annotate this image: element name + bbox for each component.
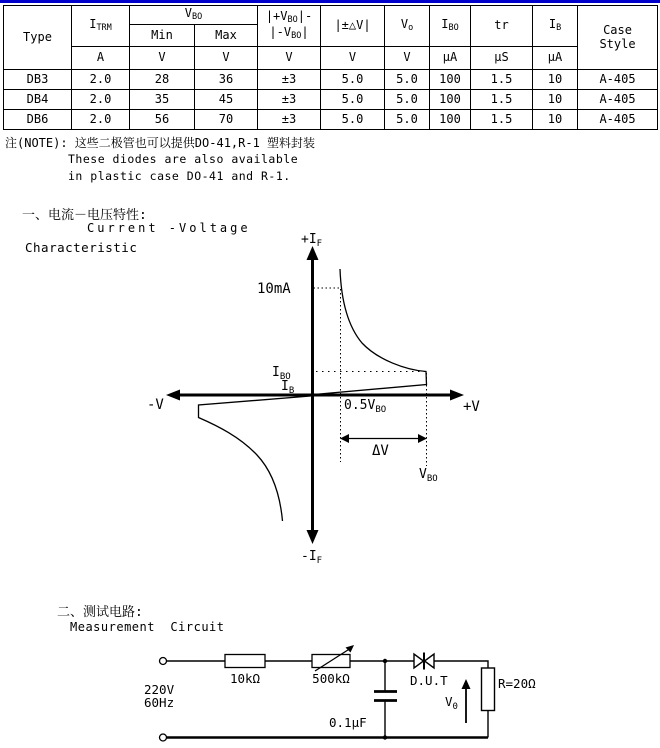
diac-triangle-left-icon [414, 654, 424, 668]
diac-triangle-right-icon [425, 654, 435, 668]
label-r2: 500kΩ [312, 671, 350, 686]
col-header-ibo: $I_{BO}$ [430, 6, 471, 47]
delta-v-arrowhead-left-icon [340, 434, 349, 443]
section1-heading: 一、电流－电压特性: [22, 208, 147, 223]
junction-dot-bottom-icon [383, 735, 387, 739]
label-load: R=20Ω [498, 676, 536, 691]
label-source-freq: 60Hz [144, 695, 175, 710]
section1-subheading-2: Characteristic [25, 240, 138, 255]
terminal-bottom-icon [160, 734, 167, 741]
axis-arrow-down-icon [307, 530, 319, 544]
iv-characteristic-graph [140, 225, 480, 565]
load-resistor-icon [482, 668, 495, 711]
junction-dot-top-icon [383, 659, 387, 663]
col-header-delta-v: |±△V| [321, 6, 385, 47]
label-minus-v: -V [147, 397, 164, 413]
section1-subheading: Current -Voltage [87, 221, 251, 235]
label-source-voltage: 220V [144, 682, 175, 697]
top-rule [0, 0, 660, 3]
label-plus-if: $+I_F$ [301, 232, 323, 249]
label-ib: $I_B$ [281, 379, 295, 396]
col-header-tr: tr [471, 6, 533, 47]
curve-quadrant3 [199, 396, 311, 521]
label-vbo: $V_{BO}$ [419, 467, 438, 484]
label-r1: 10kΩ [229, 671, 261, 686]
spec-table [3, 5, 658, 130]
label-cap: 0.1μF [329, 715, 367, 730]
units-row: A V V V V V μA μS μA [4, 47, 658, 70]
col-header-vbo-min: Min [130, 25, 195, 47]
section2-heading: 二、测试电路: [57, 605, 143, 620]
note-line-en-2: in plastic case DO-41 and R-1. [68, 169, 291, 183]
col-header-type: Type [4, 6, 72, 70]
table-row-db6: DB6 2.0 56 70 ±3 5.0 5.0 100 1.5 10 A-405 [4, 110, 658, 130]
label-10ma: 10mA [257, 281, 291, 297]
vout-arrowhead-icon [462, 679, 471, 689]
col-header-vbo-diff: $|+V_{BO}|-$ $|-V_{BO}|$ [258, 6, 321, 47]
col-header-vbo-max: Max [195, 25, 258, 47]
note-line-cn: 注(NOTE): 这些二极管也可以提供DO-41,R-1 塑料封装 [5, 136, 316, 150]
terminal-top-icon [160, 658, 167, 665]
label-vout: $V_0$ [445, 694, 458, 712]
col-header-vo: $V_o$ [385, 6, 430, 47]
delta-v-arrowhead-right-icon [418, 434, 427, 443]
label-minus-if: $-I_F$ [301, 549, 323, 565]
label-delta-v: ΔV [372, 443, 389, 459]
note-line-en-1: These diodes are also available [68, 152, 299, 166]
resistor-10k-icon [225, 655, 265, 668]
measurement-circuit-diagram [138, 644, 548, 746]
label-ibo: $I_{BO}$ [272, 365, 291, 382]
col-header-itrm: $I_{TRM}$ [72, 6, 130, 47]
col-header-ib: $I_B$ [533, 6, 578, 47]
axis-arrow-left-icon [166, 390, 180, 401]
table-row-db3: DB3 2.0 28 36 ±3 5.0 5.0 100 1.5 10 A-405 [4, 70, 658, 90]
label-plus-v: +V [463, 399, 480, 415]
label-half-vbo: $0.5V_{BO}$ [344, 398, 387, 415]
table-row-db4: DB4 2.0 35 45 ±3 5.0 5.0 100 1.5 10 A-405 [4, 90, 658, 110]
axis-arrow-right-icon [450, 390, 464, 401]
col-header-vbo: $V_{BO}$ [130, 6, 258, 25]
label-dut: D.U.T [410, 673, 448, 688]
col-header-case-style: Case Style [578, 6, 658, 70]
section2-subheading: Measurement Circuit [70, 620, 225, 634]
